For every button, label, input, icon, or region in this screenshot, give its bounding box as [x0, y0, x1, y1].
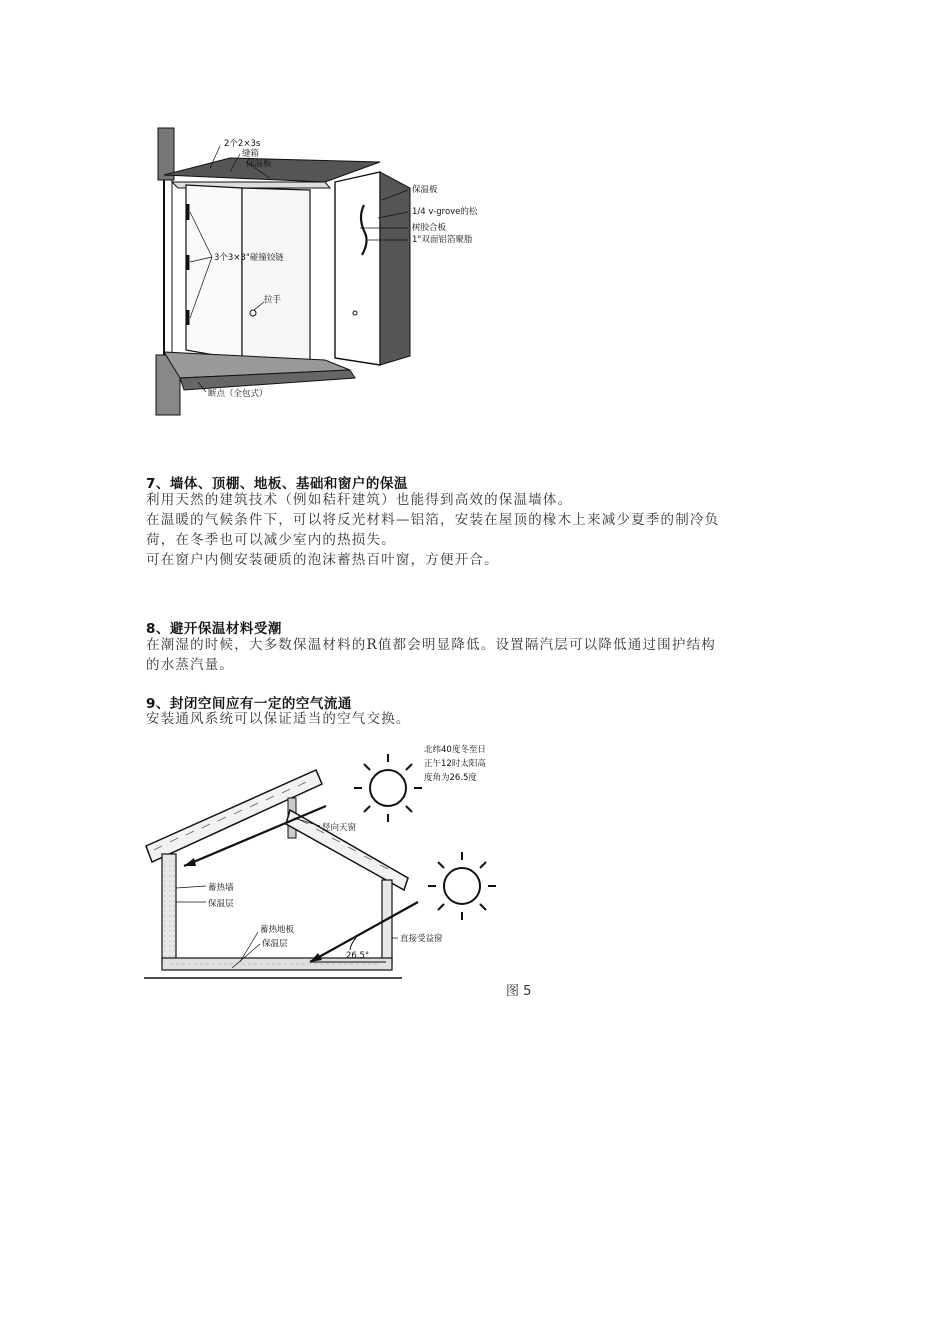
window-label: 直接受益窗	[400, 934, 443, 944]
sun-icon	[428, 852, 496, 920]
section-8-line-1: 在潮湿的时候，大多数保温材料的R值都会明显降低。设置隔汽层可以降低通过围护结构	[146, 637, 716, 653]
door-insulation-figure	[150, 120, 510, 420]
section-7-line-4: 可在窗户内侧安装硬质的泡沫蓄热百叶窗，方便开合。	[146, 552, 499, 568]
door-label-3: 保温板	[246, 159, 272, 169]
section-7-title: 7、墙体、顶棚、地板、基础和窗户的保温	[146, 476, 408, 492]
door-label-2: 缝箱	[242, 149, 260, 159]
sun-note-line-2: 正午12时太阳高	[424, 759, 486, 769]
thermal-wall-label: 蓄热墙	[208, 883, 234, 893]
door-label-4: 保温板	[412, 185, 438, 195]
sun-note-line-1: 北纬40度冬至日	[424, 745, 486, 755]
solar-house-figure	[140, 740, 540, 980]
sun-icon	[354, 754, 422, 822]
section-9-title: 9、封闭空间应有一定的空气流通	[146, 696, 352, 712]
door-label-6: 树胶合板	[412, 223, 447, 233]
skylight-label: 竖向天窗	[322, 823, 357, 833]
door-label-5: 1/4 v-grove的松	[412, 207, 478, 217]
door-label-10: 断点（全包式）	[208, 389, 268, 399]
section-8-title: 8、避开保温材料受潮	[146, 621, 282, 637]
section-7-line-1: 利用天然的建筑技术（例如秸秆建筑）也能得到高效的保温墙体。	[146, 492, 573, 508]
angle-label: 26.5°	[346, 951, 370, 961]
section-7-line-3: 荷，在冬季也可以减少室内的热损失。	[146, 532, 396, 548]
thermal-floor-label: 蓄热地板	[260, 925, 295, 935]
door-label-1: 2个2×3s	[224, 139, 261, 149]
section-8-line-2: 的水蒸汽量。	[146, 657, 235, 673]
insulation-label-2: 保温层	[262, 939, 288, 949]
door-label-8: 3个3×3"碰撞铰链	[214, 253, 284, 263]
door-label-7: 1"双面铝箔聚脂	[412, 235, 473, 245]
door-label-9: 拉手	[264, 295, 282, 305]
section-9-line-1: 安装通风系统可以保证适当的空气交换。	[146, 711, 411, 727]
section-7-line-2: 在温暖的气候条件下，可以将反光材料—铝箔，安装在屋顶的椽木上来减少夏季的制冷负	[146, 512, 720, 528]
sun-note-line-3: 度角为26.5度	[424, 773, 477, 783]
figure-5-caption: 图 5	[506, 984, 532, 999]
insulation-label-1: 保温层	[208, 899, 234, 909]
